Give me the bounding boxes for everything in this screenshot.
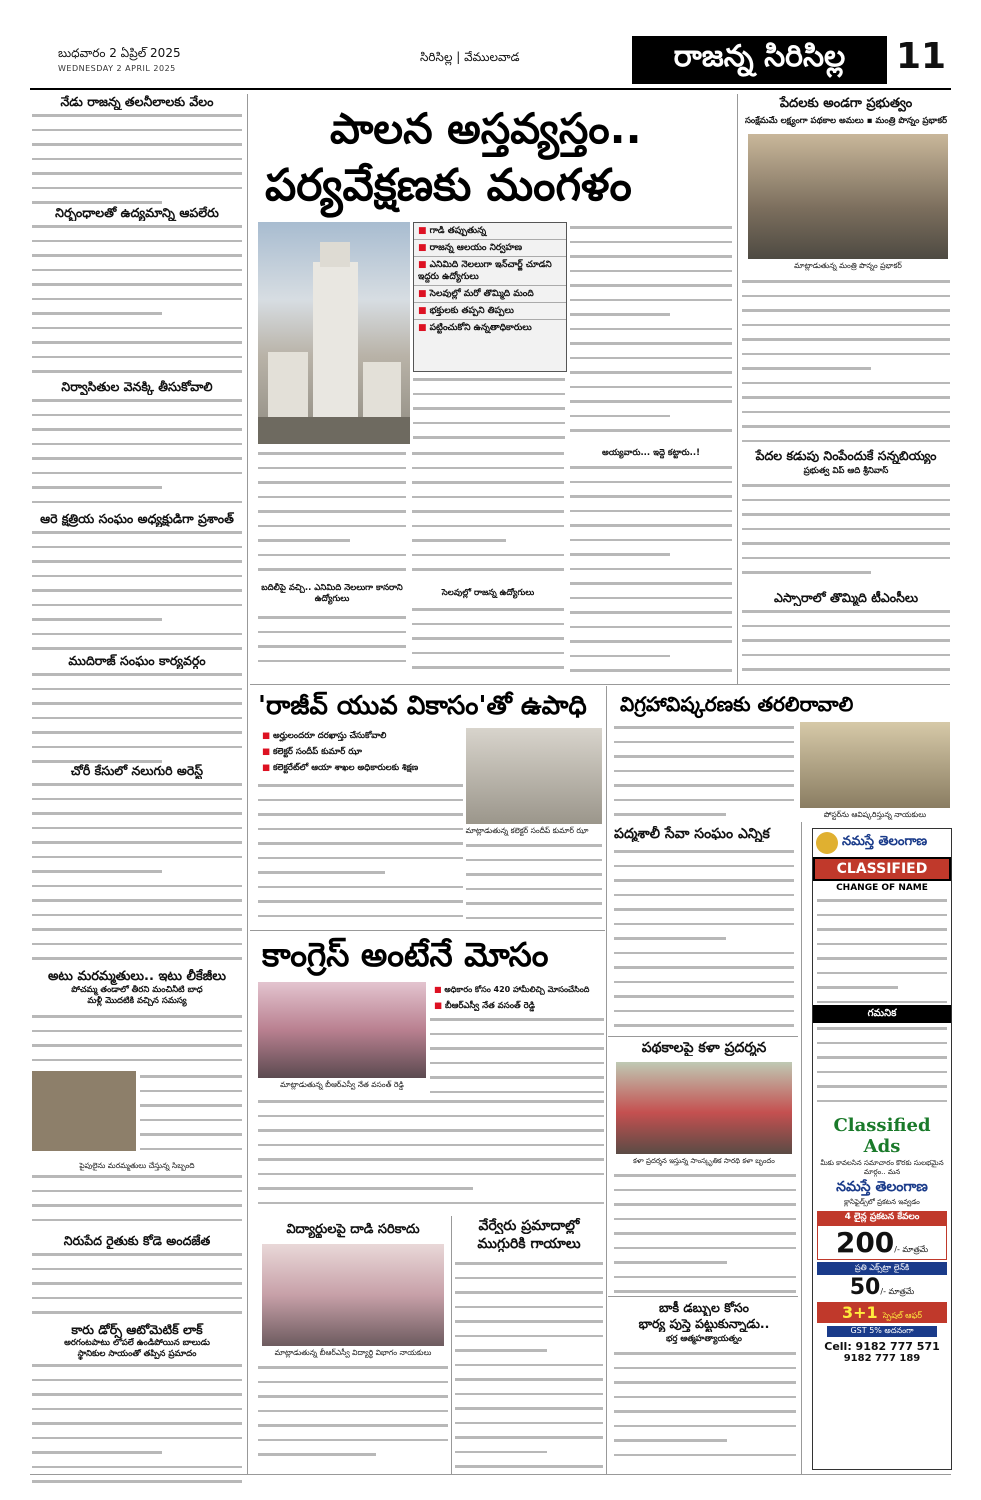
article-headline: పద్మశాలీ సేవా సంఘం ఎన్నిక xyxy=(614,826,770,842)
rajiv-headline: 'రాజీవ్ యువ వికాసం'తో ఉపాధి xyxy=(258,691,587,721)
article-body xyxy=(742,276,950,444)
price-main-suffix: /- మాత్రమే xyxy=(894,1245,929,1254)
classified-ads-block xyxy=(813,1115,951,1364)
gst-note: GST 5% అదనంగా xyxy=(827,1326,937,1337)
gamanika-title: గమనిక xyxy=(813,1005,951,1023)
collector-photo xyxy=(466,728,602,824)
photo-caption: కళా ప్రదర్శన ఇస్తున్న సాంస్కృతిక సారథి కళా బృందం xyxy=(633,1157,775,1165)
section-divider xyxy=(250,684,950,685)
classified-text xyxy=(813,1023,951,1109)
highlight-item: ■ ఎనిమిది నెలలుగా ఇన్‌చార్జ్ చూడని ఇద్దరు ఉద్యోగులు xyxy=(414,257,566,286)
congress-highlights xyxy=(430,982,604,1014)
photo-caption: మాట్లాడుతున్న మంత్రి పొన్నం ప్రభాకర్ xyxy=(794,261,902,270)
highlight-item: ■ అధికారం కోసం 420 హామీలిచ్చి మోసంచేసింది xyxy=(430,982,604,998)
pipeline-repair-photo xyxy=(32,1071,136,1151)
section-divider xyxy=(608,1296,798,1297)
article-body xyxy=(466,840,602,928)
article-block xyxy=(32,1011,242,1161)
article-subhead: సంక్షేమమే లక్ష్యంగా పథకాల అమలు ▪ మంత్రి పొన్నం ప్రభాకర్ xyxy=(744,116,948,126)
article-headline: ఆరె క్షత్రియ సంఘం అధ్యక్షుడిగా ప్రశాంత్ xyxy=(40,511,234,526)
lead-body xyxy=(258,612,406,674)
highlight-item: ■ బీఆర్ఎస్వీ నేత వసంత్ రెడ్డి xyxy=(430,998,604,1014)
article-body xyxy=(614,1170,796,1296)
column-divider xyxy=(737,94,738,684)
article-body xyxy=(742,606,950,680)
cultural-troupe-photo xyxy=(616,1062,792,1154)
article-body xyxy=(32,1360,242,1488)
article-body xyxy=(32,779,242,969)
temple-illustration xyxy=(258,222,410,444)
article-body xyxy=(32,669,242,763)
ads-brand: నమస్తే తెలంగాణ xyxy=(836,1179,928,1195)
classified-text xyxy=(813,895,951,1005)
article-subhead: అరగంటపాటు లోపలే ఉండిపోయిన బాలుడు xyxy=(64,1338,210,1348)
debt-headline-line1: బాకీ డబ్బుల కోసం xyxy=(659,1300,749,1315)
article-body xyxy=(32,1249,242,1322)
date-telugu: బుధవారం 2 ఏప్రిల్ 2025 xyxy=(58,46,181,60)
photo-caption: మాట్లాడుతున్న బీఆర్ఎస్వీ విద్యార్థి విభాగం నాయకులు xyxy=(274,1348,432,1357)
brand-logo-icon xyxy=(816,832,838,854)
lead-body xyxy=(570,222,732,444)
article-headline: నిర్వాసితుల వెనక్కి తీసుకోవాలి xyxy=(61,379,213,394)
highlight-item: ■ అర్హులందరూ దరఖాస్తు చేసుకోవాలి xyxy=(258,728,463,744)
debt-headline-line2: భార్య పుస్తె పట్టుకున్నాడు.. xyxy=(638,1316,770,1331)
highlight-item: ■ కలెక్టర్ సందీప్ కుమార్ ఝా xyxy=(258,744,463,760)
accident-headline-line2: ముగ్గురికి గాయాలు xyxy=(477,1236,581,1252)
highlight-item: ■ పట్టించుకోని ఉన్నతాధికారులు xyxy=(414,320,566,336)
edition-label: సిరిసిల్ల | వేములవాడ xyxy=(420,50,520,64)
article-headline: పేదల కడుపు నింపేందుకే సన్నబియ్యం xyxy=(755,448,937,463)
lead-body xyxy=(570,462,732,674)
students-photo xyxy=(262,1244,444,1346)
article-headline: పథకాలపై కళా ప్రదర్శన xyxy=(641,1040,767,1056)
photo-caption: పోస్టర్‌ను ఆవిష్కరిస్తున్న నాయకులు xyxy=(823,810,927,819)
lead-headline-line1: పాలన అస్తవ్యస్తం.. xyxy=(330,104,642,153)
article-headline: నిర్బంధాలతో ఉద్యమాన్ని ఆపలేరు xyxy=(55,205,219,220)
left-column xyxy=(32,94,242,1488)
article-headline: చోరీ కేసులో నలుగురి అరెస్ట్ xyxy=(70,763,204,778)
photo-caption: మాట్లాడుతున్న బీఆర్ఎస్వీ నేత వసంత్ రెడ్డి xyxy=(280,1080,404,1089)
article-subhead: పోచమ్మ తండాలో తీరని మంచినీటి బాధ xyxy=(71,985,203,995)
article-body xyxy=(32,110,242,205)
lead-headline-line2: పర్యవేక్షణకు మంగళం xyxy=(265,160,632,211)
rajiv-highlights xyxy=(258,728,463,776)
highlight-item: ■ భక్తులకు తప్పని తిప్పలు xyxy=(414,303,566,320)
section-divider xyxy=(608,1036,798,1037)
article-body xyxy=(32,395,242,511)
accident-headline-line1: వేర్వేరు ప్రమాదాల్లో xyxy=(478,1218,580,1234)
article-headline: అటు మరమ్మతులు.. ఇటు లీకేజీలు xyxy=(47,969,226,984)
price-box-extra xyxy=(817,1275,947,1300)
article-body xyxy=(32,527,242,653)
extra-line-offer: ప్రతి ఎక్స్‌ట్రా లైన్‌కి xyxy=(817,1262,947,1275)
ads-tagline: మీకు కావలసిన సమాచారం కొరకు సులభమైన మార్గం.. మన xyxy=(820,1159,944,1176)
page-number: 11 xyxy=(896,36,947,77)
price-extra-suffix: /- మాత్రమే xyxy=(880,1287,915,1296)
highlight-item: ■ గాడి తప్పుతున్న xyxy=(414,223,566,240)
special-offer xyxy=(817,1302,947,1323)
lead-highlights-box xyxy=(413,222,567,372)
classified-banner: CLASSIFIED xyxy=(813,857,951,881)
column-divider xyxy=(451,1216,452,1474)
masthead-rule xyxy=(30,88,951,90)
price-box xyxy=(817,1225,947,1260)
article-subhead: భర్త ఆత్మహత్యాయత్నం xyxy=(665,1334,742,1344)
article-body xyxy=(614,722,794,818)
congress-headline: కాంగ్రెస్ అంటేనే మోసం xyxy=(262,935,549,974)
poster-photo xyxy=(800,722,950,808)
column-divider xyxy=(606,686,607,1474)
article-subhead: మళ్లీ మొదటికి వచ్చిన సమస్య xyxy=(87,996,187,1006)
line-offer: 4 లైన్ల ప్రకటన కేవలం xyxy=(817,1211,947,1225)
article-body xyxy=(455,1258,603,1468)
article-body xyxy=(32,1011,242,1071)
ads-brand-sub: క్లాసిఫైడ్స్‌లో ప్రకటన ఇవ్వడం xyxy=(844,1198,920,1206)
highlight-item: ■ రాజన్న ఆలయం నిర్వహణ xyxy=(414,240,566,257)
article-body xyxy=(258,780,463,928)
classified-logo xyxy=(813,829,951,857)
highlight-item: ■ సెలవుల్లో మరో తొమ్మిది మంది xyxy=(414,286,566,303)
section-divider xyxy=(250,930,605,931)
photo-caption: పైపులైను మరమ్మతులు చేస్తున్న సిబ్బంది xyxy=(79,1161,195,1170)
column-divider xyxy=(801,822,802,1474)
vigraha-headline: విగ్రహావిష్కరణకు తరలిరావాలి xyxy=(620,692,854,716)
article-headline: నిరుపేద రైతుకు కోడె అందజేత xyxy=(63,1233,211,1248)
article-body xyxy=(140,1071,242,1161)
lead-subhead: సెలవుల్లో రాజన్న ఉద్యోగులు xyxy=(441,588,535,598)
article-body xyxy=(32,1171,242,1233)
change-of-name-title: CHANGE OF NAME xyxy=(813,881,951,895)
lead-subhead: అయ్యవారు... ఇద్దె కట్టారు..! xyxy=(602,448,700,458)
ads-title: Classified xyxy=(833,1115,931,1136)
subhead-part: సంక్షేమమే లక్ష్యంగా పథకాల అమలు xyxy=(744,116,864,126)
lead-body xyxy=(412,448,564,580)
article-headline: ఎస్సారాలో తొమ్మిది టీఎంసీలు xyxy=(773,590,919,605)
contact-cell: Cell: 9182 777 571 xyxy=(824,1340,940,1353)
article-body xyxy=(742,480,950,586)
offer-value: 3+1 xyxy=(841,1303,878,1322)
masthead-date xyxy=(58,46,181,76)
article-subhead: ప్రభుత్వ విప్ ఆది శ్రీనివాస్ xyxy=(803,466,889,476)
price-extra: 50 xyxy=(849,1275,881,1300)
lead-body xyxy=(258,448,406,580)
article-body xyxy=(614,846,794,1036)
footer-rule xyxy=(30,1474,951,1475)
highlight-item: ■ కలెక్టరేట్‌లో ఆయా శాఖల అధికారులకు శిక్షణ xyxy=(258,760,463,776)
subhead-part: మంత్రి పొన్నం ప్రభాకర్ xyxy=(875,116,948,126)
article-body xyxy=(430,1014,604,1094)
article-body xyxy=(32,221,242,379)
brsv-leader-photo xyxy=(258,982,426,1078)
article-body xyxy=(614,1348,796,1468)
lead-subhead: బదిలీపై వచ్చి.. ఎనిమిది నెలలుగా కానరాని ఉద్యోగులు xyxy=(261,583,403,604)
temple-photo xyxy=(258,222,410,444)
lead-body xyxy=(413,374,565,444)
article-body xyxy=(258,1362,448,1468)
lead-body xyxy=(412,604,564,674)
article-headline: ముదిరాజ్ సంఘం కార్యవర్గం xyxy=(68,653,206,668)
article-headline: కారు డోర్స్ ఆటోమెటిక్ లాక్ xyxy=(71,1322,203,1337)
contact-cell-2: 9182 777 189 xyxy=(843,1353,921,1364)
article-subhead: స్థానికుల సాయంతో తప్పిన ప్రమాదం xyxy=(77,1349,197,1359)
photo-caption: మాట్లాడుతున్న కలెక్టర్ సందీప్ కుమార్ ఝా xyxy=(465,826,589,835)
classified-brand: నమస్తే తెలంగాణ xyxy=(842,834,928,849)
column-divider xyxy=(247,94,248,1474)
masthead-title: రాజన్న సిరిసిల్ల xyxy=(632,36,887,84)
article-body xyxy=(258,1096,604,1212)
article-headline: పేదలకు అండగా ప్రభుత్వం xyxy=(779,96,913,111)
offer-suffix: స్పెషల్ ఆఫర్ xyxy=(882,1311,922,1320)
date-english: WEDNESDAY 2 APRIL 2025 xyxy=(58,64,176,73)
ads-word: Ads xyxy=(863,1136,901,1157)
classified-panel xyxy=(812,828,952,1470)
article-headline: విద్యార్థులపై దాడి సరికాదు xyxy=(286,1222,420,1237)
price-main: 200 xyxy=(835,1226,895,1259)
article-headline: నేడు రాజన్న తలనీలాలకు వేలం xyxy=(60,94,214,109)
minister-photo xyxy=(748,134,948,259)
